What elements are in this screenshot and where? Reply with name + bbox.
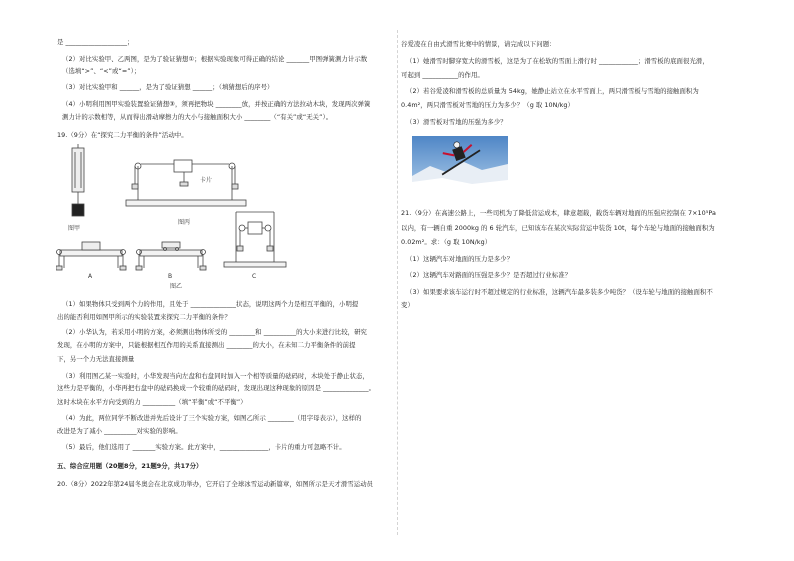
text-line: （1）如果物体只受到两个力的作用，且处于 ______________状态，说明这两个力是相互平衡的，小明提 bbox=[62, 300, 359, 308]
text-line: （5）最后，他们选用了 _______实验方案。此方案中，_______________，卡片的重力可忽略不计。 bbox=[62, 443, 346, 451]
text-line: （4）小明利用图甲实验装置验证猜想③，须再把物块 ________放，并按正确的方法拉动木块，发现两次弹簧 bbox=[62, 100, 371, 108]
text-line: （3）滑雪板对雪地的压强为多少？ bbox=[406, 118, 507, 126]
text-line: 下，另一个力无法直接测量 bbox=[57, 355, 135, 363]
question-21-heading: 21.（9分）在高速公路上，一些司机为了降低营运成本，肆意超载，载货车辆对地面的压强应控制在 7×10⁵Pa bbox=[401, 209, 716, 217]
text-line: 谷爱凌在自由式滑雪比赛中的情景，请完成以下问题： bbox=[401, 40, 556, 48]
text-line: （3）利用图乙某一实验时，小华发现当向左盘和右盘同时加入一个相等质量的砝码时，木块处于静止状态， bbox=[62, 372, 369, 380]
figure-caption-yi: 图乙 bbox=[170, 283, 183, 290]
section-5-heading: 五、综合应用题（20题8分，21题9分，共17分） bbox=[57, 462, 203, 470]
text-line: （3）如果要求该车运行时不超过规定的行业标准，这辆汽车最多装多少吨货？（设车轮与地面的接触面积不 bbox=[406, 288, 713, 296]
text-line: （2）若谷爱凌和滑雪板的总质量为 54kg，她静止站立在水平雪面上，两只滑雪板与雪地的接触面积为 bbox=[406, 87, 699, 95]
text-line: 0.02m²。求：（g 取 10N/kg） bbox=[401, 238, 492, 246]
text-line: （3）对比实验甲和 ______，是为了验证猜想 ______；（填猜想后的序号） bbox=[62, 83, 274, 91]
text-line: （选填“>”、“<”或“=”）； bbox=[62, 67, 141, 75]
option-label-b: B bbox=[168, 273, 173, 280]
text-line: （2）小华认为，若采用小明的方案，必须测出物体所受的 ________和 __________的大小来进行比较，研究 bbox=[62, 328, 367, 336]
question-20-heading: 20.（8分）2022年第24届冬奥会在北京成功举办，它开启了全球冰雪运动新篇章，如图所示是天才滑雪运动员 bbox=[57, 480, 374, 488]
text-line: （1）这辆汽车对地面的压力是多少？ bbox=[406, 255, 514, 263]
text-line: 出的能否利用如图甲所示的实验装置来探究二力平衡的条件？ bbox=[57, 313, 231, 321]
figure-19 bbox=[56, 142, 296, 290]
figure-caption-bing: 图丙 bbox=[178, 219, 191, 226]
figure-caption-jia: 图甲 bbox=[68, 225, 81, 232]
question-19-heading: 19.（9分）在“探究二力平衡的条件”活动中。 bbox=[57, 131, 188, 139]
column-divider bbox=[397, 30, 398, 535]
text-line: 这时木块在水平方向受到的力 __________（填“平衡”或“不平衡”） bbox=[57, 398, 247, 406]
text-line: 可起到 ___________的作用。 bbox=[401, 71, 484, 79]
option-label-a: A bbox=[88, 273, 93, 280]
text-line: 改进是为了减小 __________对实验的影响。 bbox=[57, 427, 182, 435]
option-label-c: C bbox=[252, 273, 257, 280]
skier-photo bbox=[412, 136, 508, 190]
text-line: （2）这辆汽车对路面的压强是多少？是否超过行业标准？ bbox=[406, 271, 572, 279]
text-line: 是 ___________________； bbox=[57, 38, 134, 46]
card-label: 卡片 bbox=[200, 177, 213, 184]
text-line: 变） bbox=[401, 301, 414, 309]
text-line: （4）为此，两位同学不断改进并先后设计了三个实验方案，如图乙所示 ________（用字母表示），这样的 bbox=[62, 414, 362, 422]
text-line: （1）她滑雪时脚穿宽大的滑雪板，这是为了在松软的雪面上滑行时 ____________；滑雪板的底面很光滑， bbox=[406, 57, 709, 65]
text-line: 发现，在小明的方案中，只能根据相互作用的关系直接测出 ________的大小，在未知二力平衡条件的前提 bbox=[57, 341, 356, 349]
text-line: 0.4m²，两只滑雪板对雪地的压力为多少？（g 取 10N/kg） bbox=[401, 101, 574, 109]
text-line: （2）对比实验甲、乙两图，是为了验证猜想①；根据实验现象可得正确的结论 _______甲图弹簧测力计示数 bbox=[62, 55, 368, 63]
text-line: 这些力是平衡的，小华再把右盘中的砝码换成一个较重的砝码时，发现出现这种现象的原因是 ______________。 bbox=[57, 384, 376, 392]
text-line: 测力计的示数相等，从而得出滑动摩擦力的大小与接触面积大小 ________（“有关”或“无关”）。 bbox=[62, 113, 333, 121]
text-line: 以内，有一辆自重 2000kg 的 6 轮汽车，已知该车在某次实际营运中装货 10t，每个车轮与地面的接触面积为 bbox=[401, 224, 715, 232]
